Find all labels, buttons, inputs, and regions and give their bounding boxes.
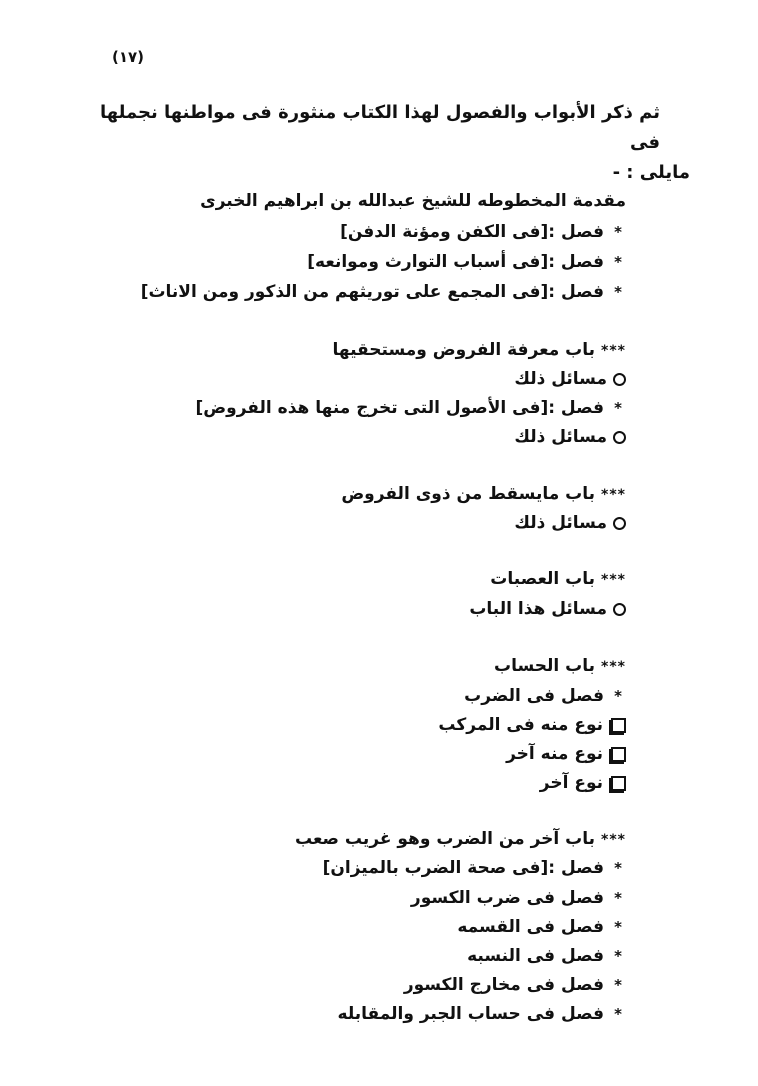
star-bullet-icon: * xyxy=(614,918,622,936)
list-item: نوع منه آخر xyxy=(506,741,626,767)
circle-bullet-icon xyxy=(613,603,626,616)
square-bullet-icon xyxy=(611,747,626,762)
star-bullet-icon: * xyxy=(614,399,622,417)
circle-bullet-icon xyxy=(613,517,626,530)
list-item: مسائل ذلك xyxy=(514,510,626,536)
list-item: *فصل فى مخارج الكسور xyxy=(404,972,626,998)
list-item: مسائل ذلك xyxy=(514,424,626,450)
circle-bullet-icon xyxy=(613,431,626,444)
list-item: *فصل فى حساب الجبر والمقابله xyxy=(338,1001,626,1027)
triple-star-icon: *** xyxy=(601,659,626,675)
star-bullet-icon: * xyxy=(614,687,622,705)
list-item: ***باب الحساب xyxy=(494,653,626,680)
list-item: *فصل فى النسبه xyxy=(467,943,626,969)
list-item: مسائل ذلك xyxy=(514,366,626,392)
list-item: *فصل :[فى أسباب التوارث وموانعه] xyxy=(307,249,626,275)
star-bullet-icon: * xyxy=(614,283,622,301)
triple-star-icon: *** xyxy=(601,487,626,503)
circle-bullet-icon xyxy=(613,373,626,386)
intro-line-1: ثم ذكر الأبواب والفصول لهذا الكتاب منثورة فى مواطنها نجملها فى xyxy=(99,102,660,153)
star-bullet-icon: * xyxy=(614,859,622,877)
list-item: ***باب آخر من الضرب وهو غريب صعب xyxy=(295,826,626,853)
list-item: *فصل فى ضرب الكسور xyxy=(411,885,626,911)
list-item: *فصل :[فى الكفن ومؤنة الدفن] xyxy=(340,219,626,245)
page-number: (١٧) xyxy=(112,48,145,66)
list-item: *فصل فى الضرب xyxy=(464,683,626,709)
list-item: نوع آخر xyxy=(540,770,626,796)
star-bullet-icon: * xyxy=(614,1005,622,1023)
star-bullet-icon: * xyxy=(614,947,622,965)
star-bullet-icon: * xyxy=(614,253,622,271)
list-item: مقدمة المخطوطه للشيخ عبدالله بن ابراهيم الخبرى xyxy=(200,191,626,211)
list-item: *فصل :[فى المجمع على توريثهم من الذكور ومن الاناث] xyxy=(141,279,626,305)
triple-star-icon: *** xyxy=(601,832,626,848)
square-bullet-icon xyxy=(611,718,626,733)
star-bullet-icon: * xyxy=(614,976,622,994)
intro-line-2: مايلى : - xyxy=(612,162,690,183)
list-item: ***باب العصبات xyxy=(490,566,626,593)
star-bullet-icon: * xyxy=(614,889,622,907)
list-item: *فصل :[فى الأصول التى تخرج منها هذه الفروض] xyxy=(196,395,626,421)
intro-paragraph xyxy=(99,98,690,188)
list-item: ***باب معرفة الفروض ومستحقيها xyxy=(332,337,626,364)
star-bullet-icon: * xyxy=(614,223,622,241)
triple-star-icon: *** xyxy=(601,572,626,588)
list-item: نوع منه فى المركب xyxy=(438,712,626,738)
list-item: *فصل :[فى صحة الضرب بالميزان] xyxy=(323,855,626,881)
list-item: *فصل فى القسمه xyxy=(457,914,626,940)
list-item: مسائل هذا الباب xyxy=(469,596,626,622)
list-item: ***باب مايسقط من ذوى الفروض xyxy=(341,481,626,508)
square-bullet-icon xyxy=(611,776,626,791)
triple-star-icon: *** xyxy=(601,343,626,359)
